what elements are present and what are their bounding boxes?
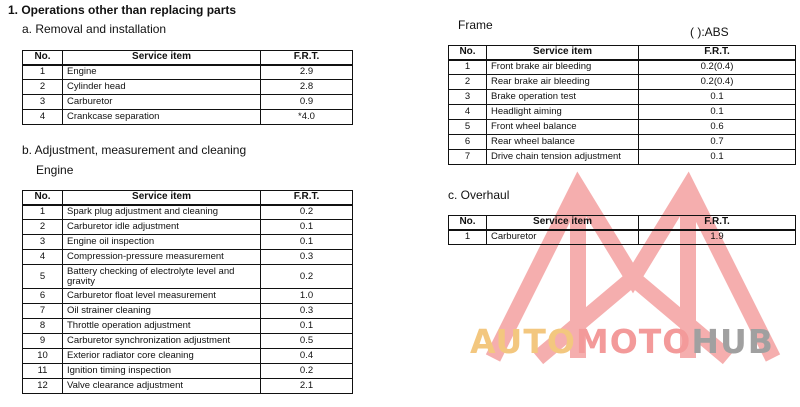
row-no: 9: [23, 334, 63, 349]
adjustment-table: [22, 190, 353, 394]
row-frt: 2.8: [261, 80, 353, 95]
adjustment-heading: b. Adjustment, measurement and cleaning: [22, 143, 247, 157]
column-header-frt: F.R.T.: [639, 46, 796, 60]
row-no: 6: [449, 135, 487, 150]
frame-table: [448, 45, 796, 165]
row-service-item: Rear wheel balance: [487, 135, 639, 150]
row-frt: 0.2: [261, 205, 353, 220]
table-row: [23, 319, 353, 334]
removal-table: [22, 50, 353, 125]
row-service-item: Brake operation test: [487, 90, 639, 105]
row-frt: 0.4: [261, 349, 353, 364]
row-no: 12: [23, 379, 63, 394]
row-service-item: Spark plug adjustment and cleaning: [63, 205, 261, 220]
table-row: [23, 110, 353, 125]
row-no: 4: [449, 105, 487, 120]
row-no: 5: [23, 265, 63, 289]
row-service-item: Drive chain tension adjustment: [487, 150, 639, 165]
row-service-item: Carburetor: [63, 95, 261, 110]
table-row: [23, 289, 353, 304]
table-row: [449, 230, 796, 245]
row-frt: 0.1: [261, 220, 353, 235]
row-no: 2: [23, 80, 63, 95]
row-frt: *4.0: [261, 110, 353, 125]
row-no: 6: [23, 289, 63, 304]
row-frt: 1.9: [639, 230, 796, 245]
watermark-text-moto: MOTO: [575, 322, 692, 361]
table-row: [23, 80, 353, 95]
table-row: [449, 75, 796, 90]
row-service-item: Rear brake air bleeding: [487, 75, 639, 90]
row-service-item: Carburetor: [487, 230, 639, 245]
row-frt: 0.1: [639, 105, 796, 120]
table-row: [23, 65, 353, 80]
row-service-item: Carburetor synchronization adjustment: [63, 334, 261, 349]
column-header-frt: F.R.T.: [261, 51, 353, 65]
row-service-item: Exterior radiator core cleaning: [63, 349, 261, 364]
row-frt: 2.1: [261, 379, 353, 394]
row-service-item: Cylinder head: [63, 80, 261, 95]
table-row: [23, 220, 353, 235]
row-no: 5: [449, 120, 487, 135]
row-frt: 2.9: [261, 65, 353, 80]
row-no: 3: [23, 235, 63, 250]
row-service-item: Valve clearance adjustment: [63, 379, 261, 394]
watermark-text-auto: AUTO: [470, 322, 576, 361]
row-no: 8: [23, 319, 63, 334]
row-service-item: Front wheel balance: [487, 120, 639, 135]
row-no: 3: [23, 95, 63, 110]
table-row: [23, 379, 353, 394]
row-no: 11: [23, 364, 63, 379]
row-no: 4: [23, 110, 63, 125]
row-frt: 0.6: [639, 120, 796, 135]
row-frt: 0.1: [639, 150, 796, 165]
row-no: 1: [23, 205, 63, 220]
column-header-service-item: Service item: [487, 46, 639, 60]
column-header-no: No.: [449, 46, 487, 60]
row-frt: 0.7: [639, 135, 796, 150]
column-header-service-item: Service item: [63, 191, 261, 205]
row-no: 3: [449, 90, 487, 105]
abs-note: ( ):ABS: [690, 25, 729, 39]
row-service-item: Battery checking of electrolyte level and gravity: [63, 265, 261, 289]
row-service-item: Headlight aiming: [487, 105, 639, 120]
row-frt: 0.2: [261, 364, 353, 379]
table-row: [449, 135, 796, 150]
table-row: [449, 120, 796, 135]
watermark-text: [470, 322, 774, 361]
table-row: [23, 265, 353, 289]
row-frt: 0.2(0.4): [639, 75, 796, 90]
column-header-no: No.: [449, 216, 487, 230]
row-service-item: Compression-pressure measurement: [63, 250, 261, 265]
table-row: [449, 105, 796, 120]
row-service-item: Ignition timing inspection: [63, 364, 261, 379]
overhaul-table: [448, 215, 796, 245]
column-header-service-item: Service item: [487, 216, 639, 230]
row-no: 7: [449, 150, 487, 165]
row-service-item: Carburetor idle adjustment: [63, 220, 261, 235]
row-frt: 0.1: [639, 90, 796, 105]
row-frt: 1.0: [261, 289, 353, 304]
row-service-item: Engine: [63, 65, 261, 80]
row-service-item: Engine oil inspection: [63, 235, 261, 250]
table-row: [23, 205, 353, 220]
section-title: 1. Operations other than replacing parts: [8, 3, 237, 17]
row-service-item: Throttle operation adjustment: [63, 319, 261, 334]
row-no: 7: [23, 304, 63, 319]
row-no: 10: [23, 349, 63, 364]
column-header-frt: F.R.T.: [639, 216, 796, 230]
row-no: 4: [23, 250, 63, 265]
table-row: [449, 150, 796, 165]
table-row: [23, 334, 353, 349]
engine-subheading: Engine: [36, 163, 74, 177]
row-frt: 0.1: [261, 319, 353, 334]
column-header-frt: F.R.T.: [261, 191, 353, 205]
row-frt: 0.2(0.4): [639, 60, 796, 75]
table-row: [23, 235, 353, 250]
frame-heading: Frame: [458, 18, 493, 32]
row-frt: 0.1: [261, 235, 353, 250]
row-frt: 0.2: [261, 265, 353, 289]
row-frt: 0.3: [261, 304, 353, 319]
table-row: [23, 95, 353, 110]
row-no: 1: [23, 65, 63, 80]
row-frt: 0.5: [261, 334, 353, 349]
row-service-item: Carburetor float level measurement: [63, 289, 261, 304]
row-frt: 0.9: [261, 95, 353, 110]
watermark-text-hub: HUB: [691, 322, 774, 361]
table-row: [23, 349, 353, 364]
table-row: [449, 60, 796, 75]
column-header-no: No.: [23, 51, 63, 65]
table-row: [23, 364, 353, 379]
overhaul-heading: c. Overhaul: [448, 188, 510, 202]
row-service-item: Crankcase separation: [63, 110, 261, 125]
row-no: 2: [23, 220, 63, 235]
row-service-item: Oil strainer cleaning: [63, 304, 261, 319]
table-row: [449, 90, 796, 105]
table-row: [23, 250, 353, 265]
row-frt: 0.3: [261, 250, 353, 265]
row-no: 2: [449, 75, 487, 90]
column-header-service-item: Service item: [63, 51, 261, 65]
row-service-item: Front brake air bleeding: [487, 60, 639, 75]
column-header-no: No.: [23, 191, 63, 205]
table-row: [23, 304, 353, 319]
removal-heading: a. Removal and installation: [22, 22, 167, 36]
row-no: 1: [449, 60, 487, 75]
row-no: 1: [449, 230, 487, 245]
